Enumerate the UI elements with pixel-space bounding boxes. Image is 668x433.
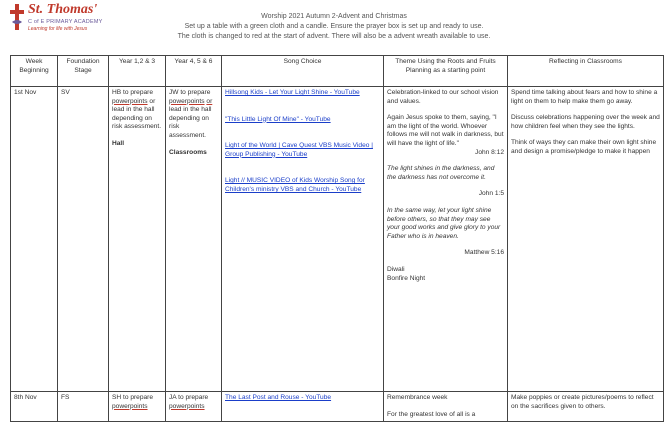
row1-reflect <box>508 87 664 392</box>
col-reflect: Reflecting in Classrooms <box>508 56 664 87</box>
col-song: Song Choice <box>222 56 384 87</box>
reflect-text-4: Make poppies or create pictures/poems to reflect on the sacrifices given to others. <box>511 394 654 410</box>
row1-y456-location: Classrooms <box>169 148 207 156</box>
table-row <box>11 392 664 422</box>
theme-text-3: The light shines in the darkness, and the darkness has not overcome it. <box>387 165 495 181</box>
row1-y456-d: lead in the hall depending on risk assessment. <box>169 106 212 139</box>
school-subtitle: C of E PRIMARY ACADEMY <box>28 19 103 25</box>
song-link-4[interactable]: Light // MUSIC VIDEO of Kids Worship Song for Children's ministry VBS and Church - YouTube <box>225 177 365 193</box>
theme-text-7: Remembrance week <box>387 394 448 401</box>
row2-y456-a: JA to prepare <box>169 394 209 401</box>
theme-text-8: For the greatest love of all is a <box>387 410 476 418</box>
row2-y123-b: powerpoints <box>112 402 148 410</box>
row2-songs <box>222 392 384 422</box>
row2-foundation: FS <box>58 392 109 422</box>
reflect-text-1: Spend time talking about fears and how to shine a light on them to help make them go away. <box>511 89 658 105</box>
row1-week: 1st Nov <box>11 87 58 392</box>
theme-text-5: Diwali <box>387 265 405 273</box>
theme-text-2: Again Jesus spoke to them, saying, "I am the light of the world. Whoever follows me will not walk in darkness, but will have the light of life." <box>387 114 504 147</box>
row2-y123 <box>109 392 166 422</box>
row1-y456-c: or <box>206 97 213 105</box>
song-link-1[interactable]: Hillsong Kids - Let Your Light Shine - YouTube <box>225 89 360 96</box>
song-link-3[interactable]: Light of the World | Cave Quest VBS Music Video | Group Publishing - YouTube <box>225 142 373 158</box>
song-link-5[interactable]: The Last Post and Rouse - YouTube <box>225 394 332 401</box>
row1-y123-b: powerpoints <box>112 97 148 105</box>
school-name: St. Thomas' <box>28 2 98 17</box>
row1-y123 <box>109 87 166 392</box>
row2-reflect <box>508 392 664 422</box>
col-week: Week Beginning <box>11 56 58 87</box>
col-y123: Year 1,2 & 3 <box>109 56 166 87</box>
school-tagline: Learning for life with Jesus <box>28 26 88 32</box>
row1-theme <box>384 87 508 392</box>
row1-y456 <box>166 87 222 392</box>
header-line-2: The cloth is changed to red at the start of advent. There will also be a advent wreath available to use. <box>177 33 491 40</box>
theme-ref-3: Matthew 5:16 <box>464 249 504 257</box>
theme-text-6: Bonfire Night <box>387 274 426 282</box>
row1-foundation: SV <box>58 87 109 392</box>
row1-y123-a: HB to prepare <box>112 89 154 96</box>
row1-y456-a: JW to prepare <box>169 89 211 96</box>
row1-y456-b: powerpoints <box>169 97 205 105</box>
header-line-1: Set up a table with a green cloth and a candle. Ensure the prayer box is set up and ready to use. <box>184 23 484 30</box>
theme-ref-1: John 8:12 <box>475 148 504 156</box>
col-y456: Year 4, 5 & 6 <box>166 56 222 87</box>
theme-text-1: Celebration-linked to our school vision and values. <box>387 89 499 105</box>
page-title: Worship 2021 Autumn 2-Advent and Christmas <box>261 13 407 20</box>
worship-table <box>10 55 664 422</box>
row1-songs <box>222 87 384 392</box>
table-row <box>11 87 664 392</box>
table-header-row <box>11 56 664 87</box>
row2-week: 8th Nov <box>11 392 58 422</box>
row1-y123-c: or lead in the hall depending on risk assessment. <box>112 97 162 131</box>
theme-text-4: In the same way, let your light shine before others, so that they may see your good works and give glory to your Father who is in heaven. <box>387 206 501 240</box>
row2-y456-b: powerpoints <box>169 402 205 410</box>
row2-y123-a: SH to prepare <box>112 394 154 401</box>
reflect-text-2: Discuss celebrations happening over the week and how children feel when they see the lights. <box>511 114 660 130</box>
reflect-text-3: Think of ways they can make their own light shine and design a promise/pledge to make it happen <box>511 139 657 155</box>
song-link-2[interactable]: "This Little Light Of Mine" - YouTube <box>225 115 331 123</box>
col-foundation: Foundation Stage <box>58 56 109 87</box>
col-theme: Theme Using the Roots and Fruits Planning as a starting point <box>384 56 508 87</box>
page-header <box>0 12 668 42</box>
theme-ref-2: John 1:5 <box>478 190 504 198</box>
row2-theme <box>384 392 508 422</box>
row1-y123-location: Hall <box>112 139 125 147</box>
row2-y456 <box>166 392 222 422</box>
